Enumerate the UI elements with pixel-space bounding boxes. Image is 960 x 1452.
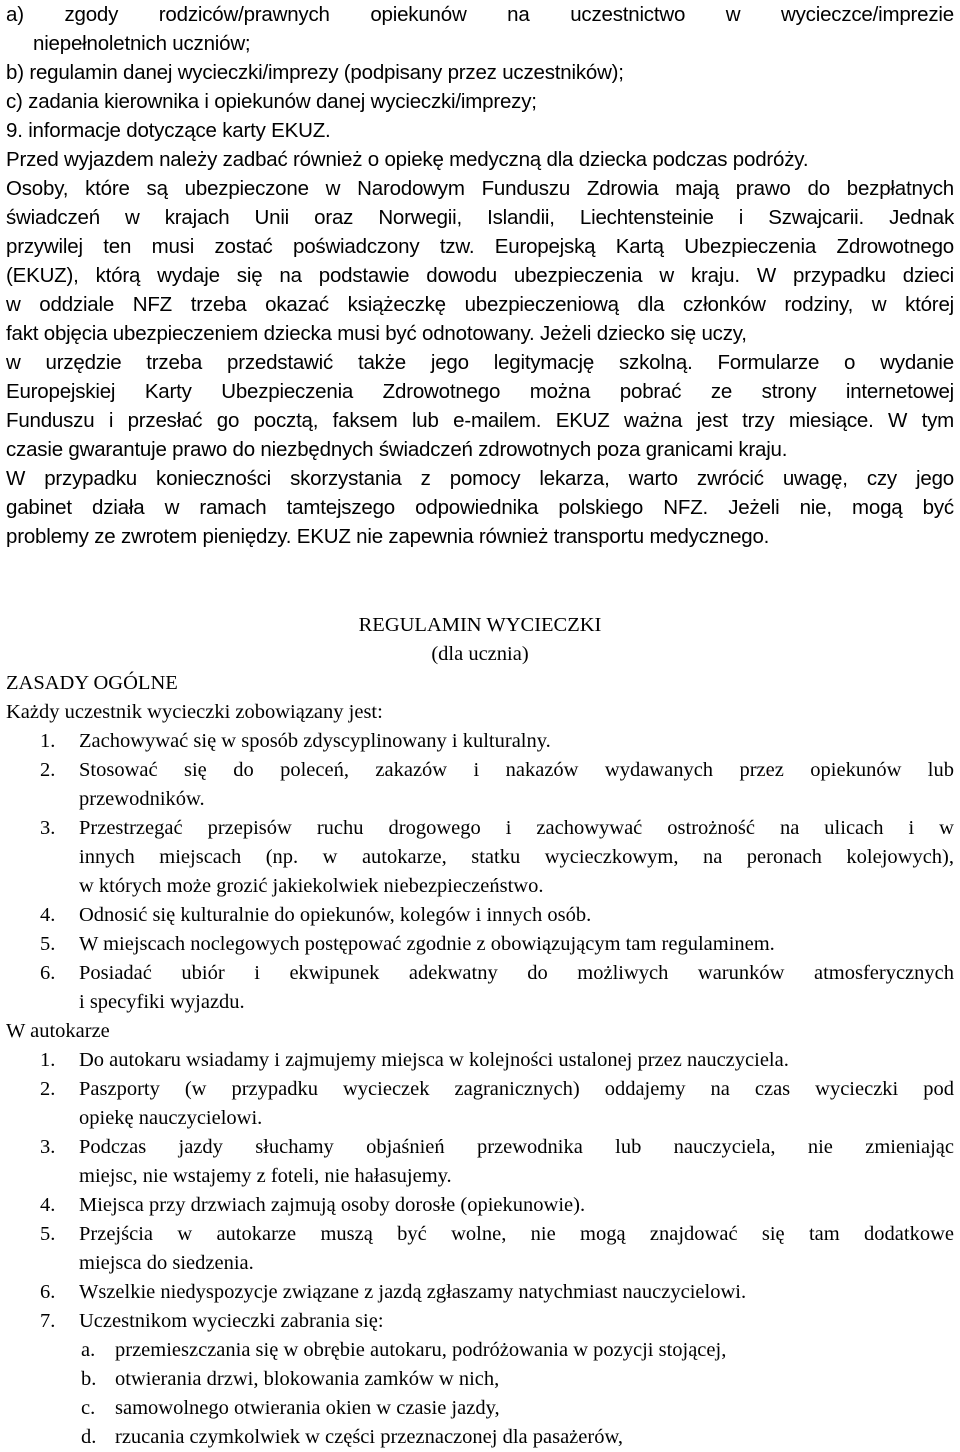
bus-prohibitions-list xyxy=(6,1336,954,1452)
top-section xyxy=(6,0,954,551)
list-item xyxy=(6,901,954,930)
bus-rules-list xyxy=(6,1046,954,1336)
list-item-number: a. xyxy=(81,1339,96,1361)
list-item xyxy=(6,959,954,1017)
text-line: Przejścia w autokarze muszą być wolne, nie mogą znajdować się tam dodatkowe xyxy=(79,1223,954,1245)
regulamin-subtitle: (dla ucznia) xyxy=(431,643,529,665)
list-item-number: b. xyxy=(81,1368,97,1390)
regulamin-title: REGULAMIN WYCIECZKI xyxy=(358,614,602,636)
text-line: Odnosić się kulturalnie do opiekunów, kolegów i innych osób. xyxy=(79,904,592,926)
list-item-number: d. xyxy=(81,1426,97,1448)
text-line: Do autokaru wsiadamy i zajmujemy miejsca w kolejności ustalonej przez nauczyciela. xyxy=(79,1049,789,1071)
text-line: b) regulamin danej wycieczki/imprezy (podpisany przez uczestników); xyxy=(6,61,624,84)
list-item-text xyxy=(79,727,954,756)
text-line: Wszelkie niedyspozycje związane z jazdą zgłaszamy natychmiast nauczycielowi. xyxy=(79,1281,747,1303)
list-item-text xyxy=(79,1133,954,1191)
section-intro: Każdy uczestnik wycieczki zobowiązany jest: xyxy=(6,701,383,723)
section-heading: W autokarze xyxy=(6,1020,110,1042)
list-item xyxy=(6,1075,954,1133)
list-item-text xyxy=(79,1191,954,1220)
text-line: Zachowywać się w sposób zdyscyplinowany i kulturalny. xyxy=(79,730,551,752)
list-item-text: przemieszczania się w obrębie autokaru, podróżowania w pozycji stojącej, xyxy=(115,1339,727,1361)
text-line: Paszporty (w przypadku wycieczek zagranicznych) oddajemy na czas wycieczki pod xyxy=(79,1078,954,1100)
list-item-text xyxy=(79,930,954,959)
text-line: Europejskiej Karty Ubezpieczenia Zdrowotnego można pobrać ze strony internetowej xyxy=(6,380,954,403)
list-item-number: 2. xyxy=(40,1078,56,1100)
text-line: miejsc, nie wstajemy z foteli, nie hałasujemy. xyxy=(79,1165,452,1187)
list-item-text xyxy=(79,1220,954,1278)
list-item xyxy=(6,1307,954,1336)
list-item-text xyxy=(79,814,954,901)
doctor-paragraph xyxy=(6,464,954,551)
list-item-text xyxy=(79,901,954,930)
text-line: W miejscach noclegowych postępować zgodnie z obowiązującym tam regulaminem. xyxy=(79,933,775,955)
text-line: Miejsca przy drzwiach zajmują osoby dorosłe (opiekunowie). xyxy=(79,1194,586,1216)
list-item-number: c. xyxy=(81,1397,96,1419)
ekuz-paragraph xyxy=(6,174,954,464)
list-item-number: 5. xyxy=(40,933,56,955)
list-item-text xyxy=(79,1075,954,1133)
list-item-number: 1. xyxy=(40,1049,56,1071)
list-item xyxy=(6,1133,954,1191)
text-line: Funduszu i przesłać go pocztą, faksem lub e-mailem. EKUZ ważna jest trzy miesiące. W tym xyxy=(6,409,954,432)
list-item-number: 7. xyxy=(40,1310,56,1332)
text-line: w których może grozić jakiekolwiek niebezpieczeństwo. xyxy=(79,875,544,897)
list-item-text xyxy=(79,1278,954,1307)
list-item-text: samowolnego otwierania okien w czasie jazdy, xyxy=(115,1397,500,1419)
list-item-number: 6. xyxy=(40,1281,56,1303)
text-line: czasie gwarantuje prawo do niezbędnych świadczeń zdrowotnych poza granicami kraju. xyxy=(6,438,788,461)
list-item-number: 2. xyxy=(40,759,56,781)
text-line: Podczas jazdy słuchamy objaśnień przewodnika lub nauczyciela, nie zmieniając xyxy=(79,1136,954,1158)
list-item xyxy=(6,727,954,756)
text-line: Przestrzegać przepisów ruchu drogowego i zachowywać ostrożność na ulicach i w xyxy=(79,817,954,839)
list-item-text xyxy=(79,1046,954,1075)
list-item-text xyxy=(79,959,954,1017)
text-line: opiekę nauczycielowi. xyxy=(79,1107,263,1129)
list-item-number: 3. xyxy=(40,817,56,839)
list-item-text: otwierania drzwi, blokowania zamków w nich, xyxy=(115,1368,500,1390)
text-line: Posiadać ubiór i ekwipunek adekwatny do możliwych warunków atmosferycznych xyxy=(79,962,954,984)
text-line: Stosować się do poleceń, zakazów i nakazów wydawanych przez opiekunów lub xyxy=(79,759,954,781)
list-item xyxy=(6,814,954,901)
list-item-number: 3. xyxy=(40,1136,56,1158)
list-item-number: 4. xyxy=(40,1194,56,1216)
text-line: niepełnoletnich uczniów; xyxy=(33,32,251,55)
text-line: miejsca do siedzenia. xyxy=(79,1252,254,1274)
list-item-number: 1. xyxy=(40,730,56,752)
list-item xyxy=(6,1191,954,1220)
list-item xyxy=(6,1046,954,1075)
spacer xyxy=(6,551,954,611)
list-item xyxy=(6,756,954,814)
list-item xyxy=(6,1336,954,1365)
list-item-text xyxy=(79,756,954,814)
text-line: c) zadania kierownika i opiekunów danej wycieczki/imprezy; xyxy=(6,90,537,113)
text-line: w oddziale NFZ trzeba okazać książeczkę ubezpieczeniową dla członków rodziny, w której xyxy=(6,293,954,316)
text-line: Przed wyjazdem należy zadbać również o opiekę medyczną dla dziecka podczas podróży. xyxy=(6,148,809,171)
section-heading: ZASADY OGÓLNE xyxy=(6,672,178,694)
text-line: w urzędzie trzeba przedstawić także jego legitymację szkolną. Formularze o wydanie xyxy=(6,351,954,374)
list-item xyxy=(6,930,954,959)
text-line: Osoby, które są ubezpieczone w Narodowym Funduszu Zdrowia mają prawo do bezpłatnych xyxy=(6,177,954,200)
text-line: przywilej ten musi zostać poświadczony tzw. Europejską Kartą Ubezpieczenia Zdrowotnego xyxy=(6,235,954,258)
list-item xyxy=(6,1365,954,1394)
list-item-number: 4. xyxy=(40,904,56,926)
list-item xyxy=(6,1423,954,1452)
text-line: fakt objęcia ubezpieczeniem dziecka musi być odnotowany. Jeżeli dziecko się uczy, xyxy=(6,322,747,345)
list-item-text xyxy=(79,1307,954,1336)
text-line: i specyfiki wyjazdu. xyxy=(79,991,245,1013)
list-item xyxy=(6,1394,954,1423)
text-line: 9. informacje dotyczące karty EKUZ. xyxy=(6,119,331,142)
list-item xyxy=(6,1220,954,1278)
text-line: przewodników. xyxy=(79,788,205,810)
text-line: innych miejscach (np. w autokarze, statku wycieczkowym, na peronach kolejowych), xyxy=(79,846,954,868)
general-rules-list xyxy=(6,727,954,1017)
list-item-text: rzucania czymkolwiek w części przeznaczonej dla pasażerów, xyxy=(115,1426,624,1448)
list-item-number: 6. xyxy=(40,962,56,984)
list-item-number: 5. xyxy=(40,1223,56,1245)
list-item xyxy=(6,1278,954,1307)
text-line: gabinet działa w ramach tamtejszego odpowiednika polskiego NFZ. Jeżeli nie, mogą być xyxy=(6,496,954,519)
text-line: (EKUZ), którą wydaje się na podstawie dowodu ubezpieczenia w kraju. W przypadku dzieci xyxy=(6,264,954,287)
text-line: Uczestnikom wycieczki zabrania się: xyxy=(79,1310,384,1332)
regulamin-section xyxy=(6,611,954,1452)
text-line: a) zgody rodziców/prawnych opiekunów na uczestnictwo w wycieczce/imprezie xyxy=(6,3,954,26)
text-line: problemy ze zwrotem pieniędzy. EKUZ nie zapewnia również transportu medycznego. xyxy=(6,525,770,548)
text-line: świadczeń w krajach Unii oraz Norwegii, Islandii, Liechtensteinie i Szwajcarii. Jednak xyxy=(6,206,954,229)
text-line: W przypadku konieczności skorzystania z pomocy lekarza, warto zwrócić uwagę, czy jego xyxy=(6,467,954,490)
